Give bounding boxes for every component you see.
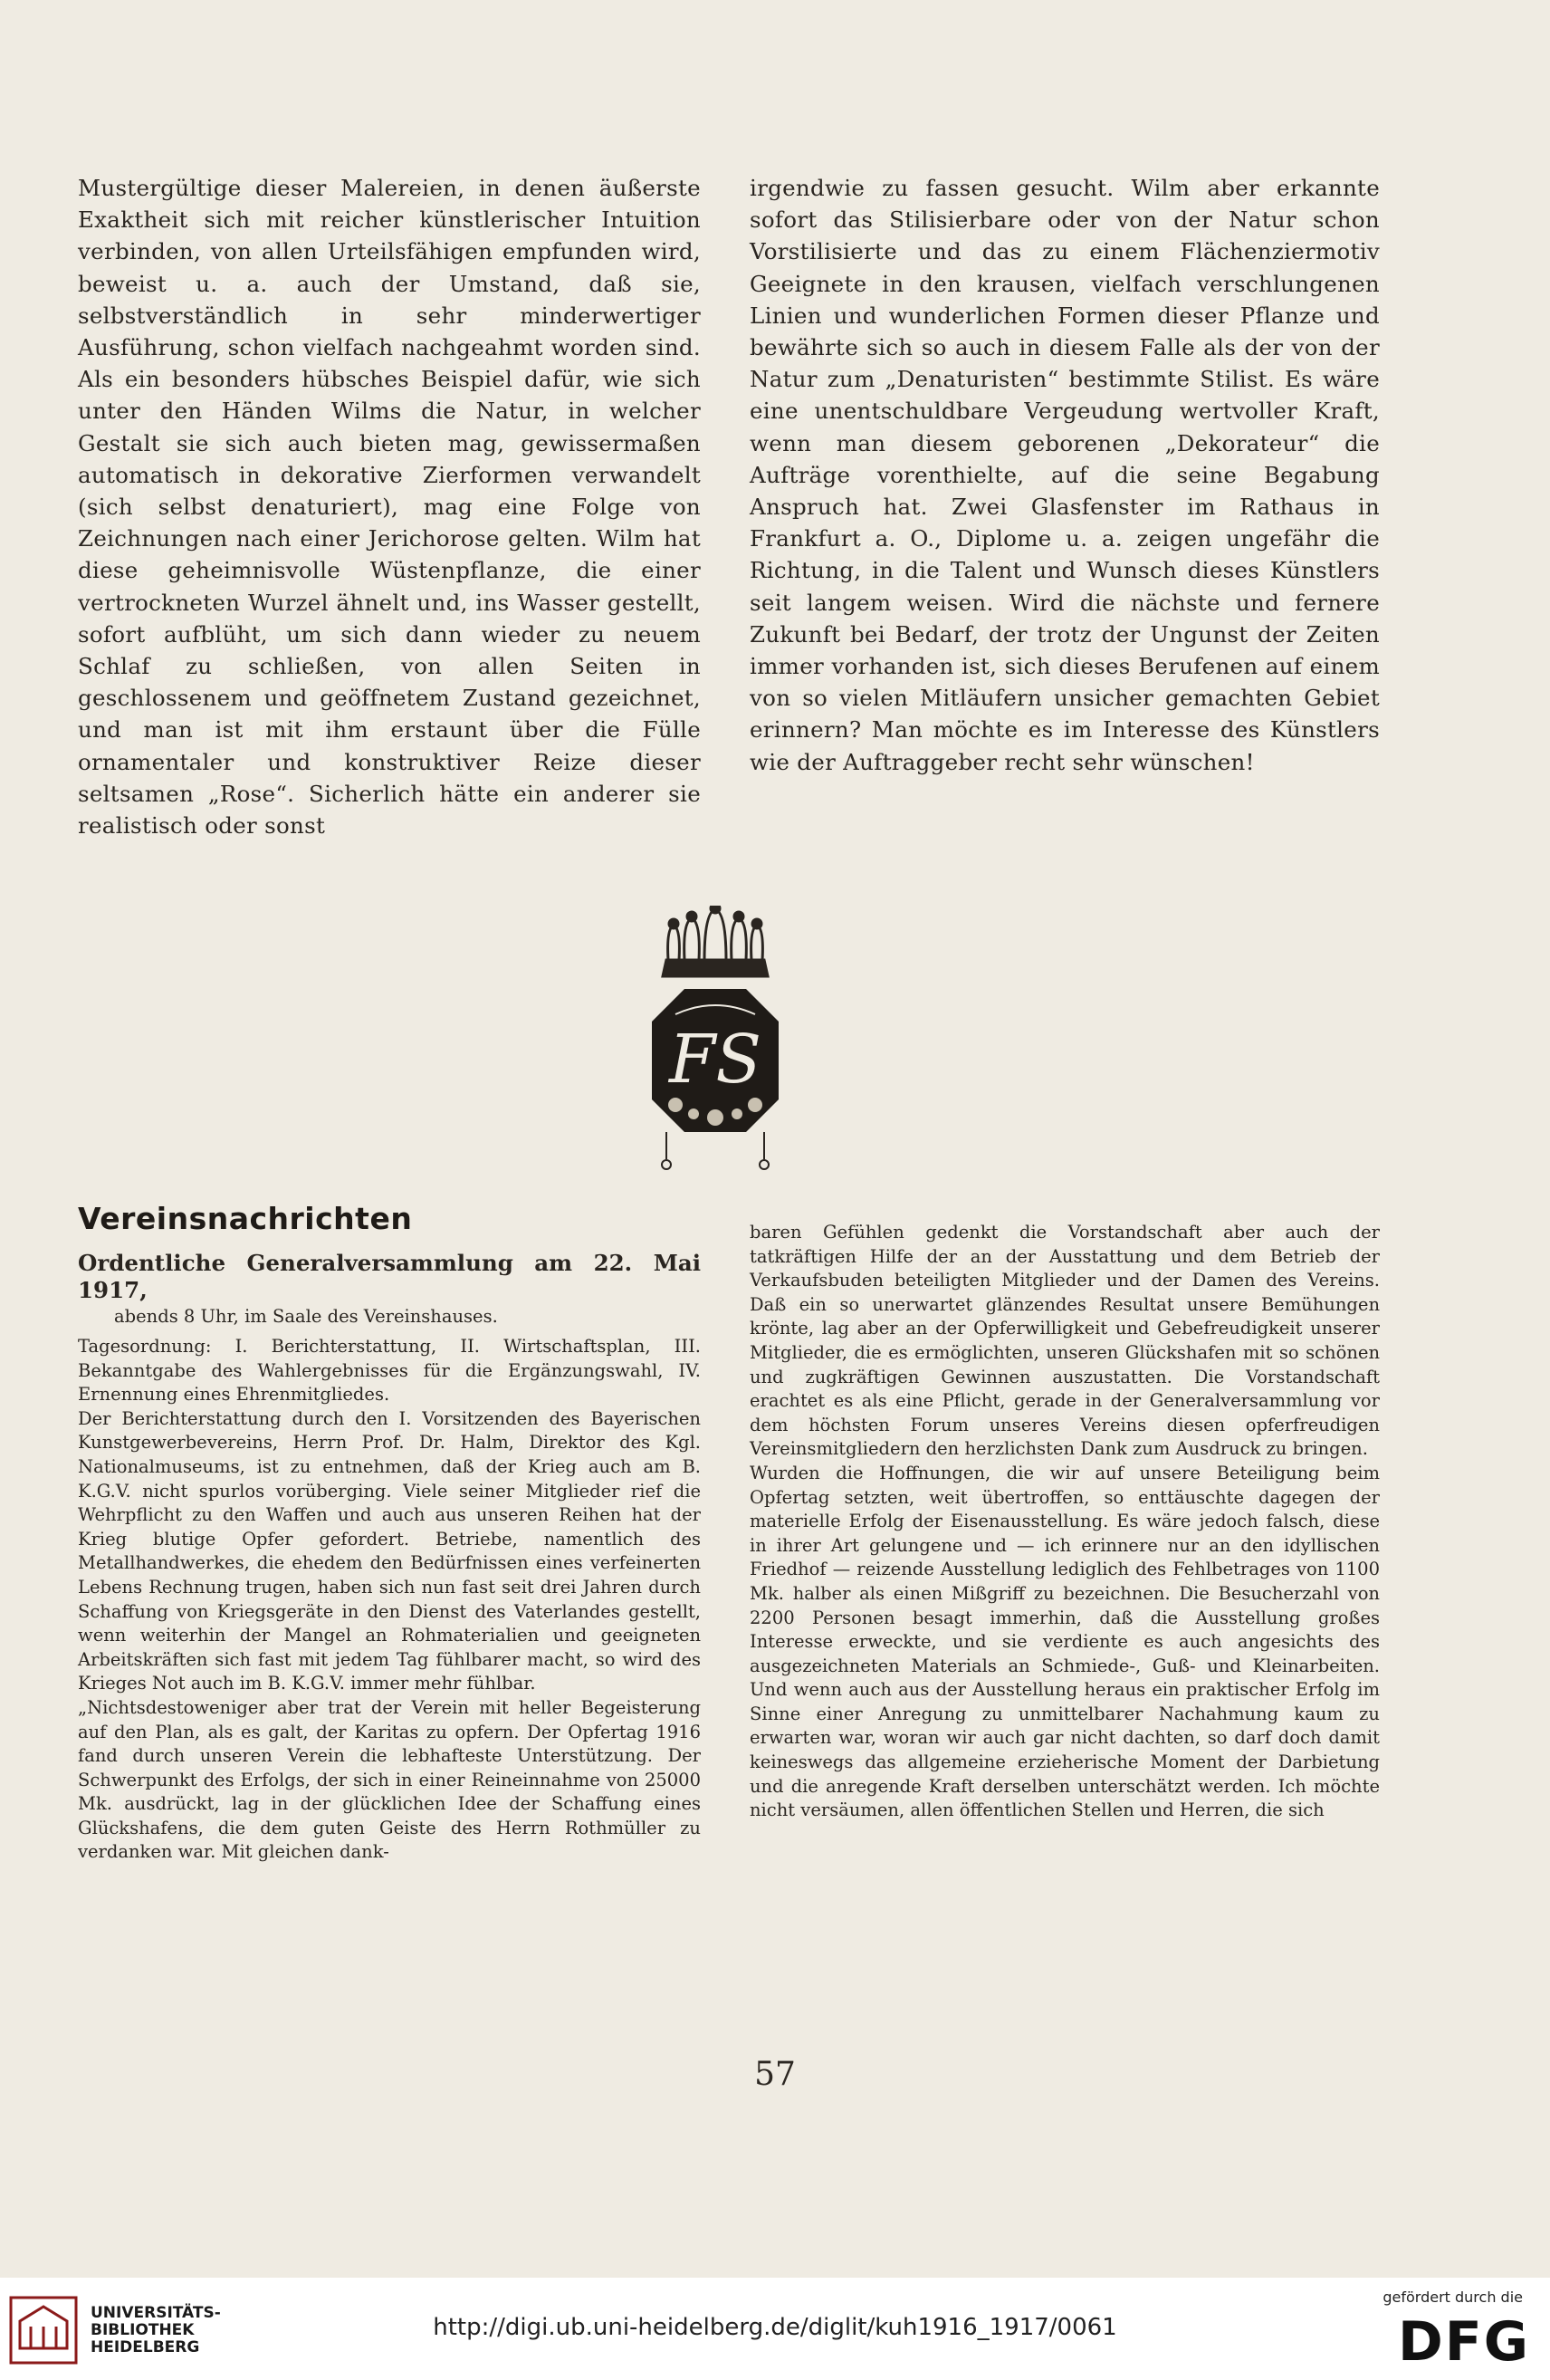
association-news-column-left [78, 1250, 701, 1865]
institution-line-2: BIBLIOTHEK [91, 2321, 195, 2339]
association-news-column-right [750, 1221, 1380, 1823]
report-paragraph-4: Wurden die Hoffnungen, die wir auf unsere Beteiligung beim Opfertag setzten, weit übertroffen, so enttäuschte dagegen der materielle Erfolg der Eisenausstellung. Es wäre jedoch falsch, diese in ihrer Art gelungene und — ich erinnere nur an den idyllischen Friedhof — reizende Ausstellung lediglich des Fehlbetrages von 1100 Mk. halber als einen Mißgriff zu bezeichnen. Die Besucherzahl von 2200 Personen besagt immerhin, daß die Ausstellung großes Interesse erweckte, und sie verdiente es auch angesichts des ausgezeichneten Materials an Schmiede-, Guß- und Kleinarbeiten. Und wenn auch aus der Ausstellung heraus ein praktischer Erfolg im Sinne einer Anregung zu unmittelbarer Nachahmung kaum zu erwarten war, woran wir auch gar nicht dachten, so darf doch damit keineswegs das allgemeine erzieherische Moment der Darbietung und die anregende Kraft derselben unterschätzt werden. Ich möchte nicht versäumen, allen öffentlichen Stellen und Herren, die sich [750, 1462, 1380, 1821]
institution-line-1: UNIVERSITÄTS- [91, 2304, 221, 2322]
meeting-heading: Ordentliche Generalversammlung am 22. Mai 1917, [78, 1250, 701, 1303]
article-column-right [750, 172, 1380, 778]
meeting-subheading: abends 8 Uhr, im Saale des Vereinshauses. [114, 1306, 498, 1327]
crown-icon [663, 906, 768, 976]
emblem-monogram: FS [668, 1021, 762, 1099]
report-paragraph-2: „Nichtsdestoweniger aber trat der Verein mit heller Begeisterung auf den Plan, als es galt, der Karitas zu opfern. Der Opfertag 1916 fand durch unseren Verein die lebhafteste Unterstützung. Der Schwerpunkt des Erfolgs, der sich in einer Reineinnahme von 25000 Mk. ausdrückt, lag in der glücklichen Idee der Schaffung eines Glückshafens, die dem guten Geiste des Herrn Rothmüller zu verdanken war. Mit gleichen dank- [78, 1696, 701, 1863]
dfg-logo-icon: DFG [1397, 2310, 1530, 2374]
crowned-monogram-emblem [639, 906, 791, 1177]
page-number: 57 [754, 2056, 796, 2093]
report-paragraph-3: baren Gefühlen gedenkt die Vorstandschaft aber auch der tatkräftigen Hilfe der an der Ausstattung und dem Betrieb der Verkaufsbuden beteiligten Mitglieder und der Damen des Vereins. Daß ein so unerwartet glänzendes Resultat unsere Bemühungen krönte, lag aber an der Opferwilligkeit und Gebefreudigkeit unserer Mitglieder, die es ermöglichten, unseren Glückshafen mit so schönen und zugkräftigen Gewinnen auszustatten. Die Vorstandschaft erachtet es als eine Pflicht, gerade in der Generalversammlung vor dem höchsten Forum unseres Vereins diesen opferfreudigen Vereinsmitgliedern den herzlichsten Dank zum Ausdruck zu bringen. [750, 1222, 1380, 1460]
article-text-left: Mustergültige dieser Malereien, in denen äußerste Exaktheit sich mit reicher künstlerischer Intuition verbinden, von allen Urteilsfähigen empfunden wird, beweist u. a. auch der Umstand, daß sie, selbstverständlich in sehr minderwertiger Ausführung, schon vielfach nachgeahmt worden sind. Als ein besonders hübsches Beispiel dafür, wie sich unter den Händen Wilms die Natur, in welcher Gestalt sie sich auch bieten mag, gewissermaßen automatisch in dekorative Zierformen verwandelt (sich selbst denaturiert), mag eine Folge von Zeichnungen nach einer Jerichorose gelten. Wilm hat diese geheimnisvolle Wüstenpflanze, die einer vertrockneten Wurzel ähnelt und, ins Wasser gestellt, sofort aufblüht, um sich dann wieder zu neuem Schlaf zu schließen, von allen Seiten in geschlossenem und geöffnetem Zustand gezeichnet, und man ist mit ihm erstaunt über die Fülle ornamentaler und konstruktiver Reize dieser seltsamen „Rose“. Sicherlich hätte ein anderer sie realistisch oder sonst [78, 175, 701, 840]
funding-note: gefördert durch die [1383, 2289, 1523, 2306]
section-title: Vereinsnachrichten [78, 1201, 413, 1236]
article-column-left [78, 172, 701, 841]
digitization-footer [0, 2278, 1550, 2380]
institution-line-3: HEIDELBERG [91, 2338, 200, 2356]
report-paragraph-1: Der Berichterstattung durch den I. Vorsitzenden des Bayerischen Kunstgewerbevereins, Herrn Prof. Dr. Halm, Direktor des Kgl. Nationalmuseums, ist zu entnehmen, daß der Krieg auch am B. K.G.V. nicht spurlos vorüberging. Viele seiner Mitglieder rief die Wehrpflicht zu den Waffen und auch aus unseren Reihen hat der Krieg blutige Opfer gefordert. Betriebe, namentlich des Metallhandwerkes, die ehedem den Bedürfnissen eines verfeinerten Lebens Rechnung trugen, haben sich nun fast seit drei Jahren durch Schaffung von Kriegsgeräte in den Dienst des Vaterlandes gestellt, wenn weiterhin der Mangel an Rohmaterialien und geeigneten Arbeitskräften sich fast mit jedem Tag fühlbarer macht, so wird des Krieges Not auch im B. K.G.V. immer mehr fühlbar. [78, 1407, 701, 1694]
source-url-link[interactable]: http://digi.ub.uni-heidelberg.de/diglit/kuh1916_1917/0061 [433, 2314, 1117, 2341]
agenda-text: Tagesordnung: I. Berichterstattung, II. Wirtschaftsplan, III. Bekanntgabe des Wahlergebnisses für die Ergänzungswahl, IV. Ernennung eines Ehrenmitgliedes. [78, 1336, 701, 1406]
article-text-right: irgendwie zu fassen gesucht. Wilm aber erkannte sofort das Stilisierbare oder von der Natur schon Vorstilisierte und das zu einem Flächenziermotiv Geeignete in den krausen, vielfach verschlungenen Linien und wunderlichen Formen dieser Pflanze und bewährte sich so auch in diesem Falle als der von der Natur zum „Denaturisten“ bestimmte Stilist. Es wäre eine unentschuldbare Vergeudung wertvoller Kraft, wenn man diesem geborenen „Dekorateur“ die Aufträge vorenthielte, auf die seine Begabung Anspruch hat. Zwei Glasfenster im Rathaus in Frankfurt a. O., Diplome u. a. zeigen ungefähr die Richtung, in die Talent und Wunsch dieses Künstlers seit langem weisen. Wird die nächste und fernere Zukunft bei Bedarf, der trotz der Ungunst der Zeiten immer vorhanden ist, sich dieses Berufenen auf einem von so vielen Mitläufern unsicher gemachten Gebiet erinnern? Man möchte es im Interesse des Künstlers wie der Auftraggeber recht sehr wünschen! [750, 175, 1380, 775]
